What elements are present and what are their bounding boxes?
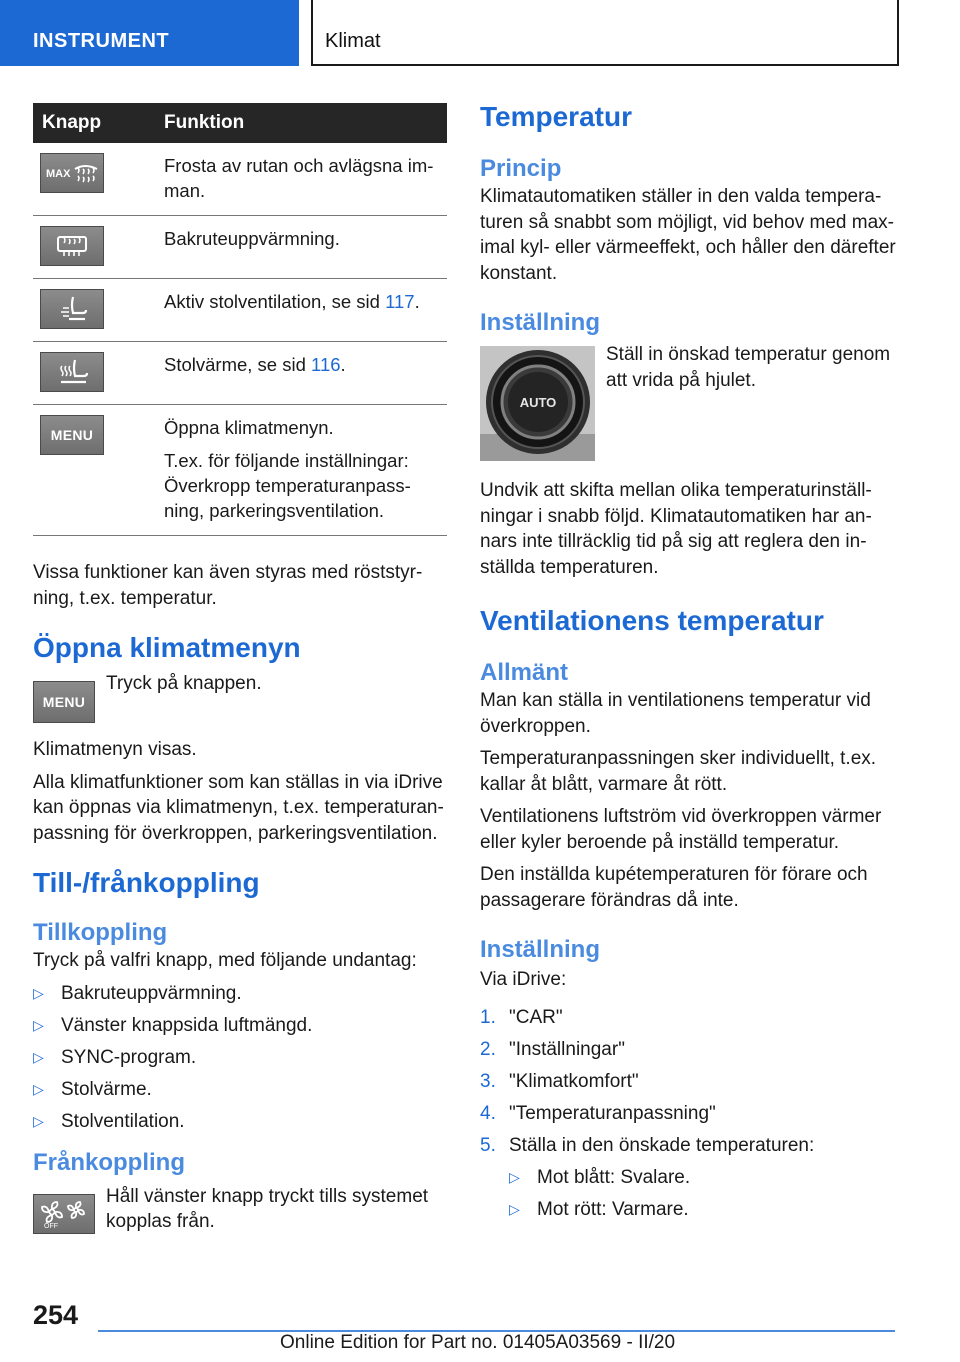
heading-open-menu: Öppna klimatmenyn xyxy=(33,632,301,663)
table-row xyxy=(33,279,447,342)
heading-vent-setting: Inställning xyxy=(480,936,600,963)
seat-ventilation-icon xyxy=(40,289,104,329)
edition-text: Online Edition for Part no. 01405A03569 - II/20 xyxy=(280,1332,676,1353)
max-defrost-icon xyxy=(40,153,104,193)
button-function-table xyxy=(33,103,447,536)
seat-heating-icon xyxy=(40,352,104,392)
vent-p3: Ventilationens luftström vid överkroppen värmer eller kyler beroende på inställd temperatur. xyxy=(480,806,882,853)
table-header-button: Knapp xyxy=(33,103,164,143)
header-section-label: INSTRUMENT xyxy=(33,30,170,52)
sub-list xyxy=(509,1165,900,1222)
list-item: ▷ Stolvärme. xyxy=(33,1078,152,1100)
table-row xyxy=(33,216,447,279)
menu-button-icon: MENU xyxy=(33,681,95,723)
fan-off-icon xyxy=(33,1194,95,1234)
header-chapter-label: Klimat xyxy=(325,30,381,52)
table-cell-function: Bakruteuppvärmning. xyxy=(164,216,447,279)
temperature-warning: Undvik att skifta mellan olika temperaturinställ-ningar i snabb följd. Klimatautomatiken har an-nars inte tillräcklig tid på sig att reglera den in-ställda temperaturen. xyxy=(480,480,872,578)
vent-p4: Den inställda kupétemperaturen för förare och passagerare förändras då inte. xyxy=(480,864,868,911)
exception-list xyxy=(33,981,447,1134)
heading-on-off: Till-/frånkoppling xyxy=(33,867,260,898)
list-item: ▷ Bakruteuppvärmning. xyxy=(33,982,242,1004)
temperature-knob-image xyxy=(480,346,595,461)
page-number: 254 xyxy=(33,1300,79,1330)
voice-control-note: Vissa funktioner kan även styras med röststyr-ning, t.ex. temperatur. xyxy=(33,562,423,609)
header-section-tab xyxy=(0,0,299,66)
table-cell-function: Aktiv stolventilation, se sid 117. xyxy=(164,279,447,342)
page-link-116[interactable]: 116 xyxy=(311,354,341,375)
via-idrive: Via iDrive: xyxy=(480,969,567,990)
list-item: ▷ Mot blått: Svalare. xyxy=(509,1166,691,1188)
svg-text:OFF: OFF xyxy=(44,1222,58,1229)
page-link-117[interactable]: 117 xyxy=(385,291,415,312)
open-menu-instruction: Tryck på knappen. xyxy=(106,673,262,694)
list-item: 5. Ställa in den önskade temperaturen: xyxy=(480,1134,815,1156)
table-row xyxy=(33,143,447,216)
steps-list xyxy=(480,1005,900,1158)
menu-shown-text: Klimatmenyn visas. xyxy=(33,739,197,760)
list-item: 1. "CAR" xyxy=(480,1006,563,1028)
heading-switch-off: Frånkoppling xyxy=(33,1148,185,1176)
right-column xyxy=(480,100,900,1229)
table-cell-function: Öppna klimatmenyn. T.ex. för följande inställningar: Överkropp temperaturanpass-ning, parkeringsventilation. xyxy=(164,405,447,536)
rear-window-heating-icon xyxy=(40,226,104,266)
table-cell-function: Stolvärme, se sid 116. xyxy=(164,342,447,405)
heading-principle: Princip xyxy=(480,155,562,182)
heading-switch-on: Tillkoppling xyxy=(33,919,168,946)
heading-setting: Inställning xyxy=(480,309,600,336)
vent-p2: Temperaturanpassningen sker individuellt, t.ex. kallar åt blått, varmare åt rött. xyxy=(480,748,877,795)
left-column xyxy=(33,103,447,1246)
list-item: ▷ Vänster knappsida luftmängd. xyxy=(33,1014,313,1036)
heading-general: Allmänt xyxy=(480,659,569,686)
svg-text:MAX: MAX xyxy=(46,168,71,180)
menu-icon: MENU xyxy=(40,415,104,455)
list-item: ▷ SYNC-program. xyxy=(33,1046,197,1068)
vent-p1: Man kan ställa in ventilationens temperatur vid överkroppen. xyxy=(480,690,871,737)
svg-text:AUTO: AUTO xyxy=(519,395,557,410)
menu-description: Alla klimatfunktioner som kan ställas in via iDrive kan öppnas via klimatmenyn, t.ex. temperaturan-passning för överkroppen, parkeringsventilation. xyxy=(33,771,444,844)
principle-text: Klimatautomatiken ställer in den valda tempera-turen så snabbt som möjligt, vid behov med max-imal kyl- eller värmeeffekt, och håller den därefter konstant. xyxy=(480,186,896,284)
list-item: ▷ Mot rött: Varmare. xyxy=(509,1198,689,1220)
table-header-function: Funktion xyxy=(164,103,447,143)
header-chapter-box xyxy=(311,0,899,66)
table-cell-function: Frosta av rutan och avlägsna im-man. xyxy=(164,143,447,216)
switch-on-text: Tryck på valfri knapp, med följande undantag: xyxy=(33,950,417,971)
list-item: 2. "Inställningar" xyxy=(480,1038,625,1060)
list-item: ▷ Stolventilation. xyxy=(33,1110,185,1132)
list-item: 4. "Temperaturanpassning" xyxy=(480,1102,716,1124)
switch-off-text: Håll vänster knapp tryckt tills systemet kopplas från. xyxy=(106,1185,429,1232)
list-item: 3. "Klimatkomfort" xyxy=(480,1070,639,1092)
heading-vent-temperature: Ventilationens temperatur xyxy=(480,605,824,636)
setting-text: Ställ in önskad temperatur genom att vrida på hjulet. xyxy=(606,344,891,391)
heading-temperature: Temperatur xyxy=(480,101,632,132)
table-row xyxy=(33,342,447,405)
table-row xyxy=(33,405,447,536)
